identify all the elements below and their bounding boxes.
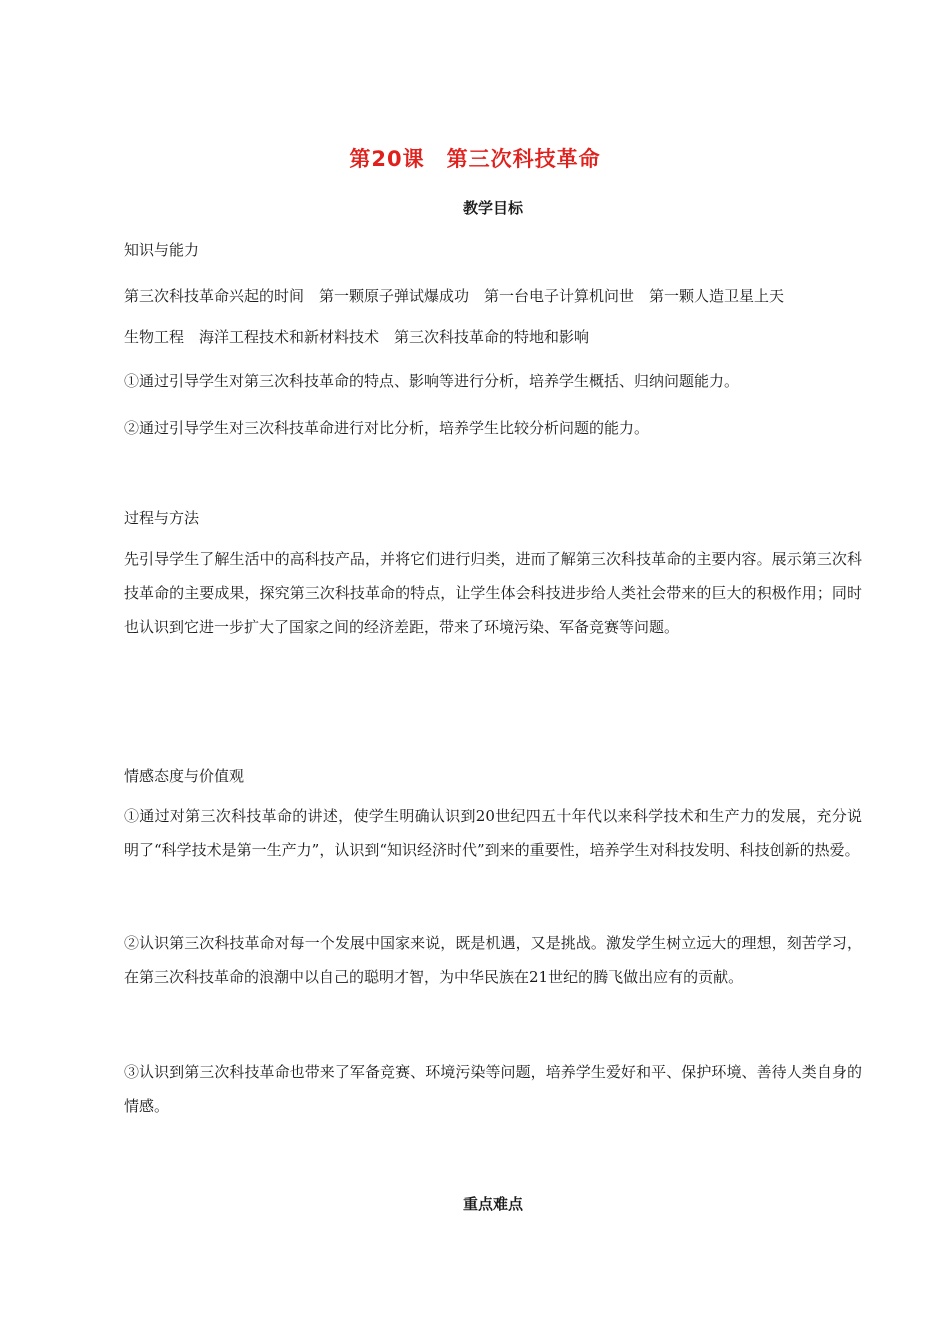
objectives-heading: 教学目标	[462, 199, 523, 217]
emotion-item-1: ①通过对第三次科技革命的讲述，使学生明确认识到20世纪四五十年代以来科学技术和生产力的发展，充分说明了“科学技术是第一生产力”，认识到“知识经济时代”到来的重要性，培养学生对科技发明、科技创新的热爱。	[124, 807, 862, 859]
knowledge-topics-line-2: 生物工程 海洋工程技术和新材料技术 第三次科技革命的特地和影响	[124, 328, 590, 346]
process-heading: 过程与方法	[124, 509, 200, 527]
lesson-title: 第20课 第三次科技革命	[349, 147, 601, 171]
knowledge-topics-line-1: 第三次科技革命兴起的时间 第一颗原子弹试爆成功 第一台电子计算机问世 第一颗人造卫星上天	[124, 287, 785, 305]
emotion-item-3: ③认识到第三次科技革命也带来了军备竞赛、环境污染等问题，培养学生爱好和平、保护环境、善待人类自身的情感。	[124, 1063, 862, 1115]
key-points-heading: 重点难点	[462, 1195, 523, 1213]
emotion-heading: 情感态度与价值观	[124, 767, 245, 785]
knowledge-item-1: ①通过引导学生对第三次科技革命的特点、影响等进行分析，培养学生概括、归纳问题能力。	[124, 372, 740, 390]
emotion-item-2: ②认识第三次科技革命对每一个发展中国家来说，既是机遇，又是挑战。激发学生树立远大的理想，刻苦学习，在第三次科技革命的浪潮中以自己的聪明才智，为中华民族在21世纪的腾飞做出应有的贡献。	[124, 934, 862, 986]
knowledge-heading: 知识与能力	[124, 241, 200, 259]
process-paragraph: 先引导学生了解生活中的高科技产品，并将它们进行归类，进而了解第三次科技革命的主要内容。展示第三次科技革命的主要成果，探究第三次科技革命的特点，让学生体会科技进步给人类社会带来的巨大的积极作用；同时也认识到它进一步扩大了国家之间的经济差距，带来了环境污染、军备竞赛等问题。	[124, 550, 862, 636]
knowledge-item-2: ②通过引导学生对三次科技革命进行对比分析，培养学生比较分析问题的能力。	[124, 419, 650, 437]
